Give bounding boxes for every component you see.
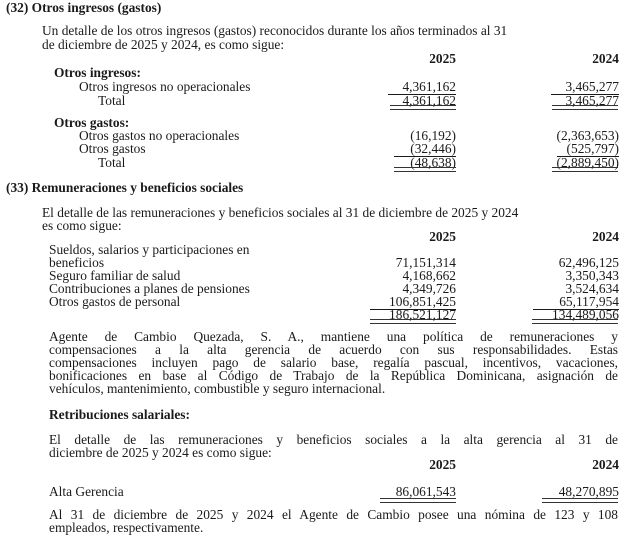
table-cell-2025: 4,361,162 (402, 93, 456, 108)
double-rule (552, 167, 618, 172)
policy-paragraph-line: compensaciones a la alta gerencia de acuerdo con sus responsabilidades. Estas (49, 342, 618, 357)
closing-paragraph-cont: empleados, respectivamente. (49, 520, 204, 535)
table-cell-2025: 86,061,543 (395, 484, 456, 499)
table-row-label: Otros gastos de personal (49, 294, 181, 309)
double-rule (390, 105, 456, 110)
double-rule (552, 105, 618, 110)
table-cell-2025: 4,168,662 (402, 268, 456, 283)
retribuciones-intro-cont: diciembre de 2025 y 2024 es como sigue: (49, 445, 272, 460)
otros-gastos-title: Otros gastos: (54, 115, 130, 130)
closing-paragraph: Al 31 de diciembre de 2025 y 2024 el Agente de Cambio posee una nómina de 123 y 108 (49, 507, 618, 522)
table-row-label-total: Total (98, 93, 126, 108)
section-32-heading: (32) Otros ingresos (gastos) (6, 0, 162, 15)
table-cell-2025: 4,349,726 (402, 281, 456, 296)
table-cell-2024: 62,496,125 (558, 255, 619, 270)
table-cell-2024: 3,465,277 (551, 80, 619, 95)
table-cell-2025: 71,151,314 (395, 255, 456, 270)
table-cell-2024: (2,363,653) (556, 128, 619, 143)
policy-paragraph-line: compensaciones incluyen pago de salario base, regalía pascual, incentivos, vacaciones, (49, 355, 618, 370)
col-header-2025: 2025 (429, 457, 456, 472)
table-row-label: Seguro familiar de salud (49, 268, 181, 283)
table-cell-2025: 4,361,162 (388, 80, 456, 95)
otros-ingresos-title: Otros ingresos: (54, 65, 141, 80)
section-32-intro: Un detalle de los otros ingresos (gastos) reconocidos durante los años terminados al 31 (42, 23, 508, 38)
double-rule (370, 319, 456, 324)
col-header-2024: 2024 (592, 51, 619, 66)
table-row-label: Sueldos, salarios y participaciones en (49, 242, 250, 257)
table-row-label: beneficios (49, 255, 105, 270)
double-rule (542, 498, 618, 503)
table-row-label: Otros gastos no operacionales (79, 128, 240, 143)
policy-paragraph-line: bonificaciones en base al Código de Trabajo de la República Dominicana, asignación de (49, 368, 618, 383)
table-row-label-total: Total (98, 155, 126, 170)
table-cell-2025: (48,638) (410, 155, 456, 170)
table-cell-2024: 3,524,634 (565, 281, 619, 296)
retribuciones-title: Retribuciones salariales: (49, 407, 190, 422)
section-33-heading: (33) Remuneraciones y beneficios sociales (6, 180, 244, 195)
table-cell-2025: 106,851,425 (370, 295, 456, 310)
table-total-2024: 134,489,056 (552, 307, 619, 322)
table-cell-2024: (2,889,450) (556, 155, 619, 170)
policy-paragraph-line: Agente de Cambio Quezada, S. A., mantiene una política de remuneraciones y (49, 329, 618, 344)
table-cell-2024: 65,117,954 (533, 295, 619, 310)
table-total-2025: 186,521,127 (389, 307, 456, 322)
col-header-2024: 2024 (592, 457, 619, 472)
section-33-intro-cont: es como sigue: (42, 218, 122, 233)
table-row-label: Alta Gerencia (49, 484, 124, 499)
table-row-label: Contribuciones a planes de pensiones (49, 281, 250, 296)
col-header-2024: 2024 (592, 229, 619, 244)
table-cell-2025: (32,446) (394, 142, 456, 157)
double-rule (532, 319, 618, 324)
double-rule (380, 498, 456, 503)
section-33-intro: El detalle de las remuneraciones y beneficios sociales al 31 de diciembre de 2025 y 2024 (42, 205, 519, 220)
retribuciones-intro: El detalle de las remuneraciones y beneficios sociales a la alta gerencia al 31 de (49, 432, 618, 447)
table-row-label: Otros ingresos no operacionales (79, 79, 251, 94)
table-cell-2024: 3,465,277 (565, 93, 619, 108)
col-header-2025: 2025 (429, 229, 456, 244)
col-header-2025: 2025 (429, 51, 456, 66)
table-cell-2024: 3,350,343 (565, 268, 619, 283)
table-cell-2024: (525,797) (557, 142, 619, 157)
section-32-intro-cont: de diciembre de 2025 y 2024, es como sigue: (42, 37, 285, 52)
table-row-label: Otros gastos (79, 141, 146, 156)
double-rule (394, 167, 456, 172)
table-cell-2024: 48,270,895 (558, 484, 619, 499)
policy-paragraph-line: vehículos, mantenimiento, combustible y seguro internacional. (49, 381, 386, 396)
table-cell-2025: (16,192) (410, 128, 456, 143)
